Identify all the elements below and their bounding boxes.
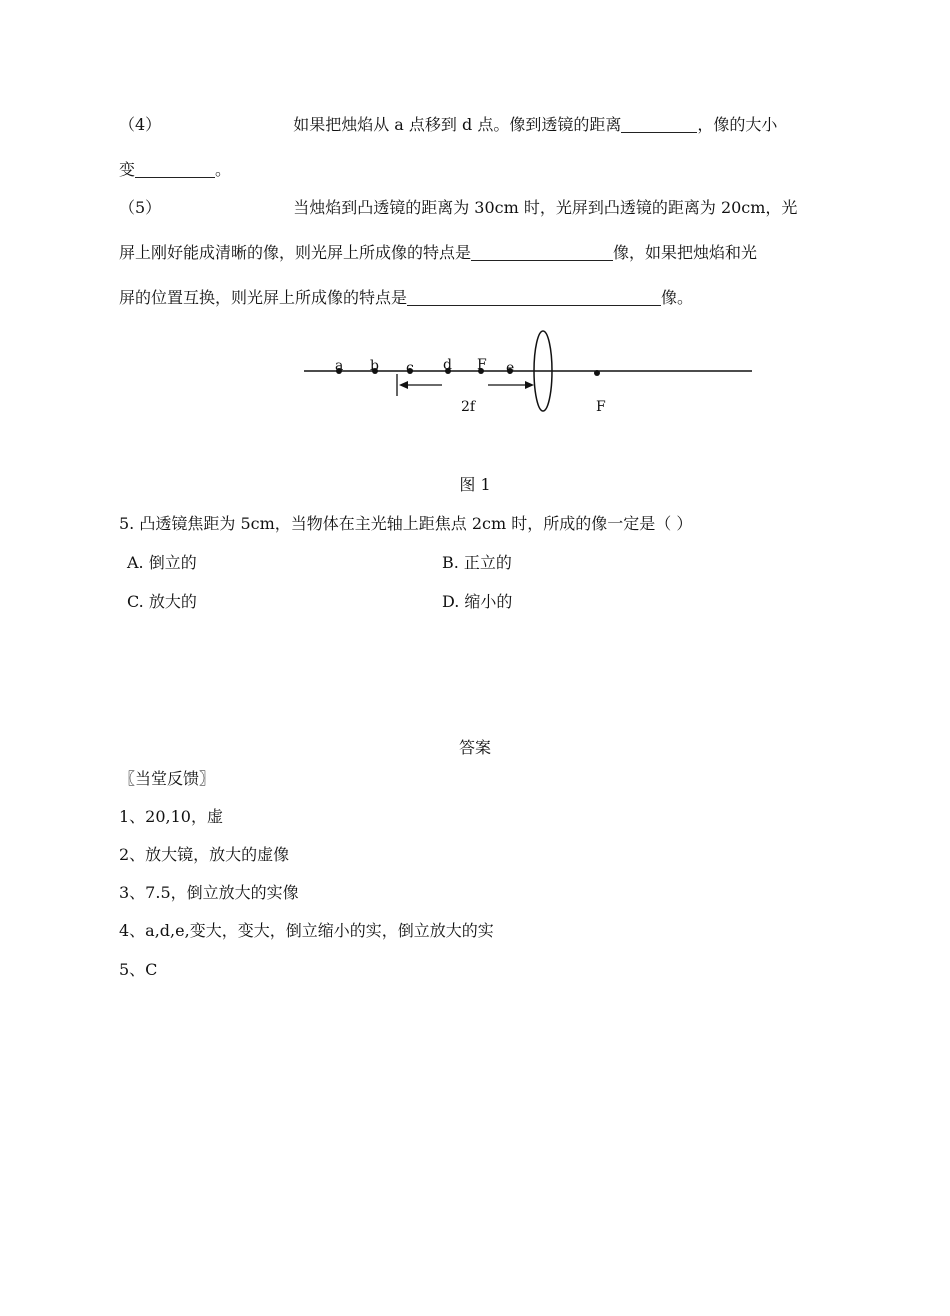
arrowhead-left xyxy=(399,381,408,389)
question5-stem: 5. 凸透镜焦距为 5cm，当物体在主光轴上距焦点 2cm 时，所成的像一定是（ ） xyxy=(119,514,693,533)
q5-text5: 像。 xyxy=(661,288,694,307)
label-F-right: F xyxy=(596,399,606,415)
q4-line1 xyxy=(119,112,777,135)
q5-number: （5） xyxy=(119,198,162,217)
q5-line2 xyxy=(119,240,757,263)
label-a: a xyxy=(335,358,344,374)
answer-item-4: 4、a,d,e,变大，变大，倒立缩小的实，倒立放大的实 xyxy=(119,921,494,940)
q4-text3: 变 xyxy=(119,160,136,179)
q4-text2: ，像的大小 xyxy=(697,115,778,134)
q4-line2 xyxy=(119,157,231,180)
label-d: d xyxy=(443,357,452,373)
point-F-right-dot xyxy=(594,370,600,376)
q4-blank-size[interactable] xyxy=(135,161,215,178)
figure-caption: 图 1 xyxy=(459,475,491,494)
option-c[interactable]: C. 放大的 xyxy=(127,592,197,611)
option-d[interactable]: D. 缩小的 xyxy=(442,592,513,611)
q5-blank-image1[interactable] xyxy=(471,244,613,261)
q4-text1: 如果把烛焰从 a 点移到 d 点。像到透镜的距离 xyxy=(293,115,622,134)
lens-diagram xyxy=(0,328,950,428)
q4-blank-distance[interactable] xyxy=(621,116,697,133)
answer-item-1: 1、20,10，虚 xyxy=(119,807,223,826)
q5-text1: 当烛焰到凸透镜的距离为 30cm 时，光屏到凸透镜的距离为 20cm，光 xyxy=(293,198,798,217)
q5-text3: 像，如果把烛焰和光 xyxy=(613,243,758,262)
label-e: e xyxy=(506,360,515,376)
q4-number: （4） xyxy=(119,115,162,134)
label-c: c xyxy=(406,360,414,376)
answer-item-5: 5、C xyxy=(119,960,158,979)
q5-line1 xyxy=(119,195,797,218)
answers-title: 答案 xyxy=(458,738,491,757)
answers-section-heading: 〖当堂反馈〗 xyxy=(119,769,216,788)
label-b: b xyxy=(370,358,379,374)
q5-line3 xyxy=(119,285,693,308)
answer-item-2: 2、放大镜，放大的虚像 xyxy=(119,845,290,864)
q5-text2: 屏上刚好能成清晰的像，则光屏上所成像的特点是 xyxy=(119,243,472,262)
answer-item-3: 3、7.5，倒立放大的实像 xyxy=(119,883,299,902)
q4-text4: 。 xyxy=(215,160,232,179)
option-a[interactable]: A. 倒立的 xyxy=(127,553,197,572)
arrowhead-right xyxy=(525,381,534,389)
q5-blank-image2[interactable] xyxy=(407,289,661,306)
option-b[interactable]: B. 正立的 xyxy=(442,553,512,572)
label-2f: 2f xyxy=(461,399,476,415)
q5-text4: 屏的位置互换，则光屏上所成像的特点是 xyxy=(119,288,408,307)
label-F-left: F xyxy=(477,357,487,373)
